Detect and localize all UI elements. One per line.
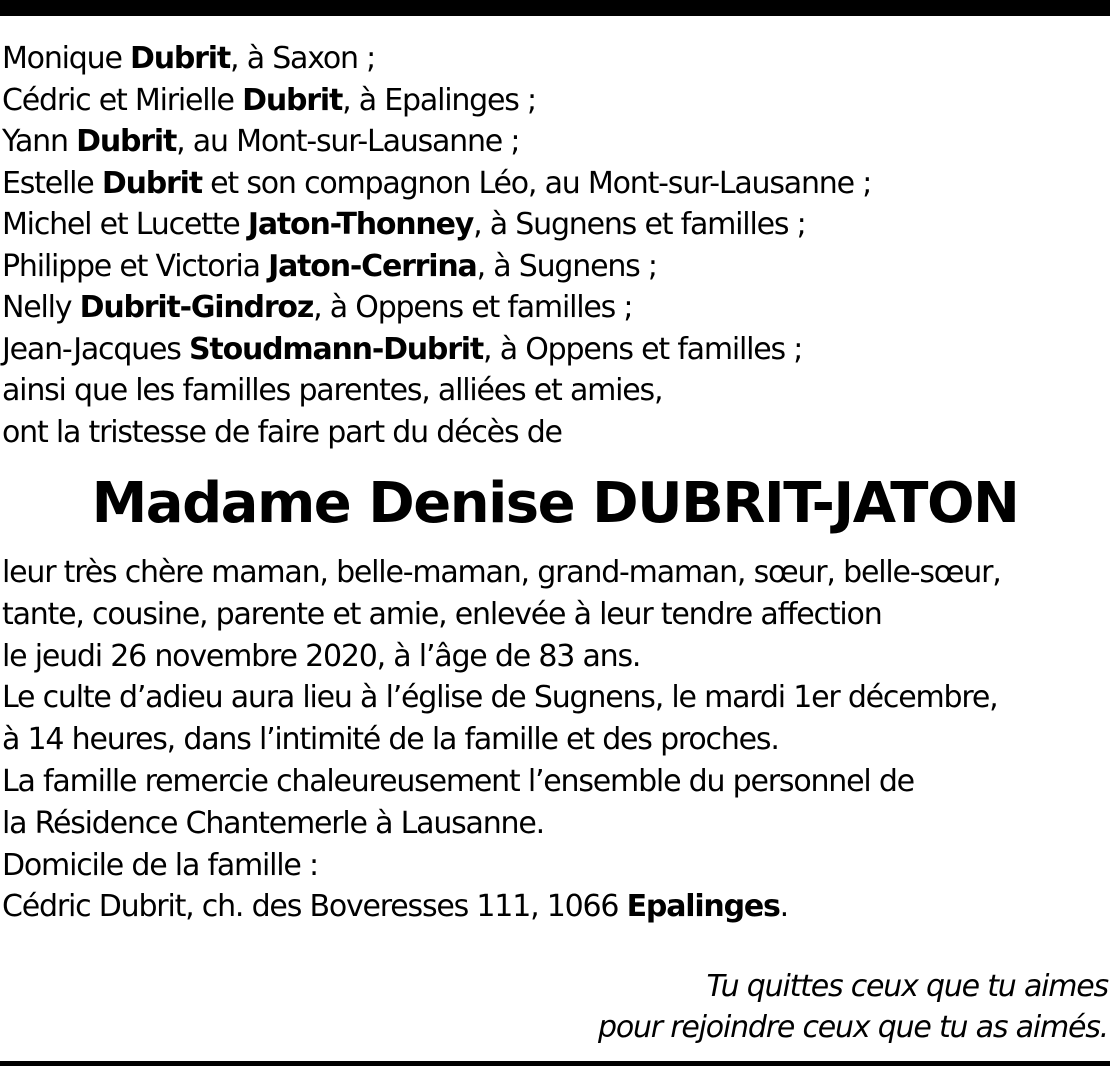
family-line: Michel et Lucette Jaton-Thonney, à Sugnens et familles ; (2, 207, 806, 242)
family-line: Philippe et Victoria Jaton-Cerrina, à Sugnens ; (2, 248, 657, 284)
family-line: Cédric et Mirielle Dubrit, à Epalinges ; (2, 82, 536, 118)
intro-line: ont la tristesse de faire part du décès de (2, 414, 562, 450)
body-line: la Résidence Chantemerle à Lausanne. (2, 805, 544, 841)
family-line: Yann Dubrit, au Mont-sur-Lausanne ; (2, 124, 520, 159)
top-rule (0, 0, 1110, 16)
intro-line: ainsi que les familles parentes, alliées et amies, (2, 373, 663, 408)
family-line: Monique Dubrit, à Saxon ; (2, 41, 376, 76)
body-line: le jeudi 26 novembre 2020, à l’âge de 83 ans. (2, 638, 641, 674)
family-surname: Dubrit (130, 41, 231, 76)
family-surname: Jaton-Thonney (247, 207, 474, 242)
notice-body (2, 552, 1108, 928)
body-line: Le culte d’adieu aura lieu à l’église de Sugnens, le mardi 1er décembre, (2, 680, 998, 716)
quote-line: Tu quittes ceux que tu aimes (706, 969, 1108, 1004)
family-surname: Jaton-Cerrina (268, 248, 477, 284)
body-line: à 14 heures, dans l’intimité de la famille et des proches. (2, 722, 779, 758)
address-town: Epalinges (626, 889, 780, 925)
family-surname: Dubrit (76, 124, 177, 159)
family-line: Jean-Jacques Stoudmann-Dubrit, à Oppens et familles ; (2, 331, 803, 367)
body-line: tante, cousine, parente et amie, enlevée à leur tendre affection (2, 596, 882, 632)
family-list (2, 38, 1108, 453)
family-surname: Dubrit (101, 165, 202, 201)
family-line: Estelle Dubrit et son compagnon Léo, au Mont-sur-Lausanne ; (2, 165, 872, 201)
quote-line: pour rejoindre ceux que tu as aimés. (597, 1010, 1108, 1045)
deceased-name: Madame Denise DUBRIT-JATON (91, 471, 1019, 536)
closing-quote (598, 966, 1108, 1048)
family-surname: Dubrit-Gindroz (79, 290, 314, 325)
body-line: La famille remercie chaleureusement l’ensemble du personnel de (2, 763, 914, 799)
family-surname: Dubrit (242, 82, 343, 118)
family-surname: Stoudmann-Dubrit (189, 331, 484, 367)
family-address: Cédric Dubrit, ch. des Boveresses 111, 1066 Epalinges. (2, 889, 788, 925)
body-line: Domicile de la famille : (2, 847, 318, 883)
bottom-rule (0, 1061, 1110, 1066)
body-line: leur très chère maman, belle-maman, grand-maman, sœur, belle-sœur, (2, 555, 1001, 590)
family-line: Nelly Dubrit-Gindroz, à Oppens et familles ; (2, 290, 633, 325)
